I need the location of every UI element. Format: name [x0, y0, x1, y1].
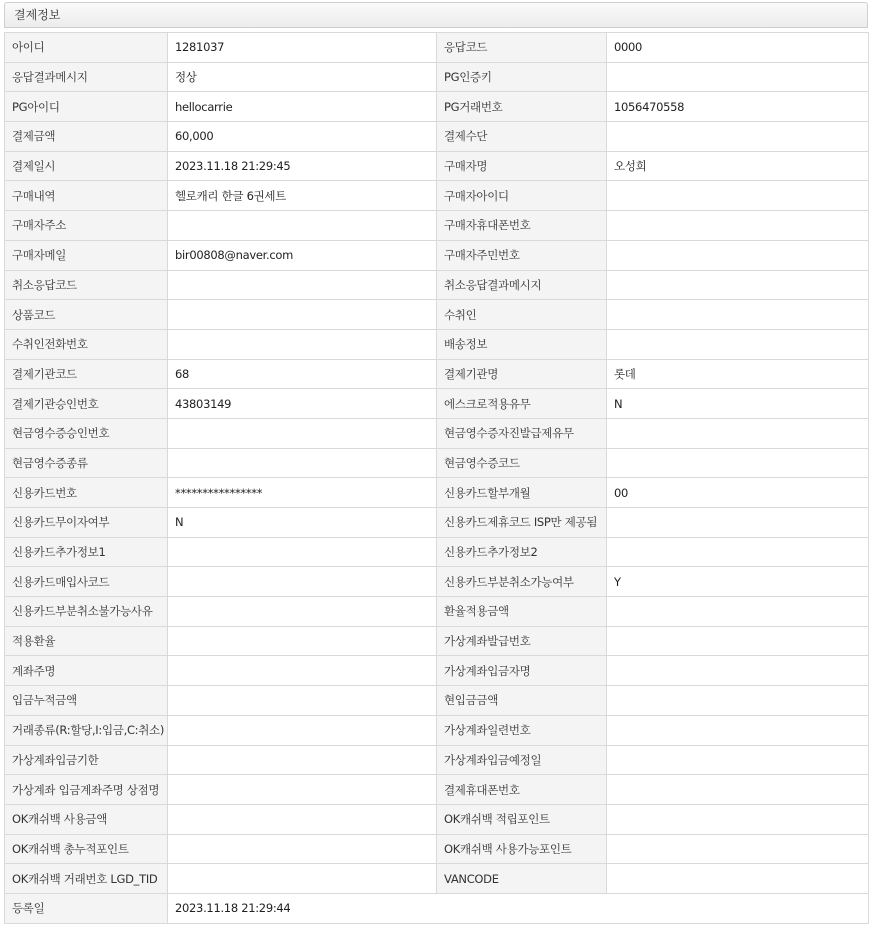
table-row	[5, 715, 869, 745]
field-label: 환율적용금액	[437, 597, 607, 627]
table-row	[5, 211, 869, 241]
table-row	[5, 240, 869, 270]
field-label: PG아이디	[5, 92, 168, 122]
field-label: 가상계좌입금예정일	[437, 745, 607, 775]
field-label: 가상계좌입금자명	[437, 656, 607, 686]
field-value	[168, 804, 437, 834]
field-label: 신용카드매입사코드	[5, 567, 168, 597]
field-label: 구매자휴대폰번호	[437, 211, 607, 241]
field-value: 43803149	[168, 389, 437, 419]
table-row	[5, 804, 869, 834]
field-label: VANCODE	[437, 864, 607, 894]
field-value: 헬로캐리 한글 6권세트	[168, 181, 437, 211]
field-value	[607, 686, 869, 716]
table-row	[5, 864, 869, 894]
field-value	[607, 864, 869, 894]
field-label: OK캐쉬백 거래번호 LGD_TID	[5, 864, 168, 894]
field-value	[607, 418, 869, 448]
field-value	[607, 448, 869, 478]
field-value	[607, 626, 869, 656]
table-row	[5, 329, 869, 359]
field-value	[168, 775, 437, 805]
field-value	[168, 864, 437, 894]
field-value	[168, 656, 437, 686]
field-value: 정상	[168, 62, 437, 92]
field-value: 롯데	[607, 359, 869, 389]
field-value	[607, 211, 869, 241]
field-value: hellocarrie	[168, 92, 437, 122]
field-label: 결제일시	[5, 151, 168, 181]
field-value: 1056470558	[607, 92, 869, 122]
field-label: 신용카드추가정보2	[437, 537, 607, 567]
field-value	[168, 448, 437, 478]
field-value: bir00808@naver.com	[168, 240, 437, 270]
field-label: 현금영수증승인번호	[5, 418, 168, 448]
field-label: 결제기관승인번호	[5, 389, 168, 419]
field-label: 취소응답결과메시지	[437, 270, 607, 300]
field-value	[168, 211, 437, 241]
field-label: 현금영수증코드	[437, 448, 607, 478]
field-value	[168, 834, 437, 864]
table-row	[5, 537, 869, 567]
field-label: 구매자메일	[5, 240, 168, 270]
field-value	[168, 597, 437, 627]
field-label: OK캐쉬백 사용가능포인트	[437, 834, 607, 864]
field-value: N	[607, 389, 869, 419]
field-value	[168, 626, 437, 656]
field-label: 구매자주소	[5, 211, 168, 241]
field-value	[607, 537, 869, 567]
field-value	[607, 300, 869, 330]
table-row	[5, 418, 869, 448]
field-value	[168, 270, 437, 300]
field-label: 가상계좌 입금계좌주명 상점명	[5, 775, 168, 805]
field-label: 에스크로적용유무	[437, 389, 607, 419]
table-row	[5, 775, 869, 805]
field-value	[607, 597, 869, 627]
field-label: OK캐쉬백 사용금액	[5, 804, 168, 834]
field-label: 취소응답코드	[5, 270, 168, 300]
field-label: 신용카드무이자여부	[5, 508, 168, 538]
table-row	[5, 389, 869, 419]
field-value	[168, 567, 437, 597]
table-row	[5, 270, 869, 300]
field-value	[607, 834, 869, 864]
registered-date-label: 등록일	[5, 893, 168, 923]
table-row	[5, 62, 869, 92]
table-row	[5, 834, 869, 864]
field-label: 결제기관명	[437, 359, 607, 389]
field-value	[168, 300, 437, 330]
field-label: 신용카드추가정보1	[5, 537, 168, 567]
field-label: 가상계좌입금기한	[5, 745, 168, 775]
field-label: 응답코드	[437, 33, 607, 63]
table-row	[5, 567, 869, 597]
table-row	[5, 626, 869, 656]
field-value: 오성희	[607, 151, 869, 181]
table-row	[5, 656, 869, 686]
table-row	[5, 448, 869, 478]
field-label: PG거래번호	[437, 92, 607, 122]
field-value: ****************	[168, 478, 437, 508]
registered-date-value: 2023.11.18 21:29:44	[168, 893, 869, 923]
field-label: 신용카드부분취소불가능사유	[5, 597, 168, 627]
table-row	[5, 92, 869, 122]
field-label: OK캐쉬백 총누적포인트	[5, 834, 168, 864]
table-row	[5, 122, 869, 152]
table-row	[5, 745, 869, 775]
field-label: 응답결과메시지	[5, 62, 168, 92]
field-value	[607, 122, 869, 152]
field-label: 결제금액	[5, 122, 168, 152]
field-label: 현금영수증자진발급제유무	[437, 418, 607, 448]
field-value: 60,000	[168, 122, 437, 152]
field-label: PG인증키	[437, 62, 607, 92]
field-value: 2023.11.18 21:29:45	[168, 151, 437, 181]
field-label: 수취인전화번호	[5, 329, 168, 359]
field-value	[607, 745, 869, 775]
field-value: Y	[607, 567, 869, 597]
field-label: 계좌주명	[5, 656, 168, 686]
field-label: 신용카드번호	[5, 478, 168, 508]
field-label: 결제수단	[437, 122, 607, 152]
field-value: 68	[168, 359, 437, 389]
field-label: 배송정보	[437, 329, 607, 359]
table-row	[5, 597, 869, 627]
field-label: 아이디	[5, 33, 168, 63]
field-label: 구매자아이디	[437, 181, 607, 211]
table-row	[5, 508, 869, 538]
field-value	[168, 329, 437, 359]
payment-info-table-body	[5, 33, 869, 924]
field-label: 신용카드제휴코드 ISP만 제공됨	[437, 508, 607, 538]
table-row-registered-date	[5, 893, 869, 923]
table-row	[5, 181, 869, 211]
field-label: 신용카드할부개월	[437, 478, 607, 508]
field-value	[607, 270, 869, 300]
field-value	[168, 537, 437, 567]
field-label: 가상계좌발급번호	[437, 626, 607, 656]
field-label: 수취인	[437, 300, 607, 330]
payment-info-panel	[4, 2, 868, 916]
field-value	[607, 329, 869, 359]
field-label: 결제기관코드	[5, 359, 168, 389]
table-row	[5, 686, 869, 716]
table-row	[5, 33, 869, 63]
table-row	[5, 151, 869, 181]
field-label: 거래종류(R:할당,I:입금,C:취소)	[5, 715, 168, 745]
field-label: OK캐쉬백 적립포인트	[437, 804, 607, 834]
table-row	[5, 478, 869, 508]
field-value	[607, 508, 869, 538]
field-value	[607, 656, 869, 686]
field-value: 1281037	[168, 33, 437, 63]
field-label: 입금누적금액	[5, 686, 168, 716]
field-value: 00	[607, 478, 869, 508]
panel-title: 결제정보	[4, 2, 868, 28]
field-label: 상품코드	[5, 300, 168, 330]
field-label: 신용카드부분취소가능여부	[437, 567, 607, 597]
field-value	[607, 804, 869, 834]
field-value	[168, 715, 437, 745]
field-value	[607, 775, 869, 805]
payment-info-table	[4, 32, 869, 924]
field-value	[168, 686, 437, 716]
field-value	[168, 418, 437, 448]
field-value	[607, 62, 869, 92]
field-value	[607, 240, 869, 270]
field-label: 구매자주민번호	[437, 240, 607, 270]
table-row	[5, 300, 869, 330]
field-label: 현금영수증종류	[5, 448, 168, 478]
field-label: 가상계좌일련번호	[437, 715, 607, 745]
field-value	[607, 181, 869, 211]
field-value	[607, 715, 869, 745]
field-value: N	[168, 508, 437, 538]
field-label: 결제휴대폰번호	[437, 775, 607, 805]
field-label: 구매내역	[5, 181, 168, 211]
field-label: 현입금금액	[437, 686, 607, 716]
field-value: 0000	[607, 33, 869, 63]
field-value	[168, 745, 437, 775]
field-label: 구매자명	[437, 151, 607, 181]
table-row	[5, 359, 869, 389]
field-label: 적용환율	[5, 626, 168, 656]
